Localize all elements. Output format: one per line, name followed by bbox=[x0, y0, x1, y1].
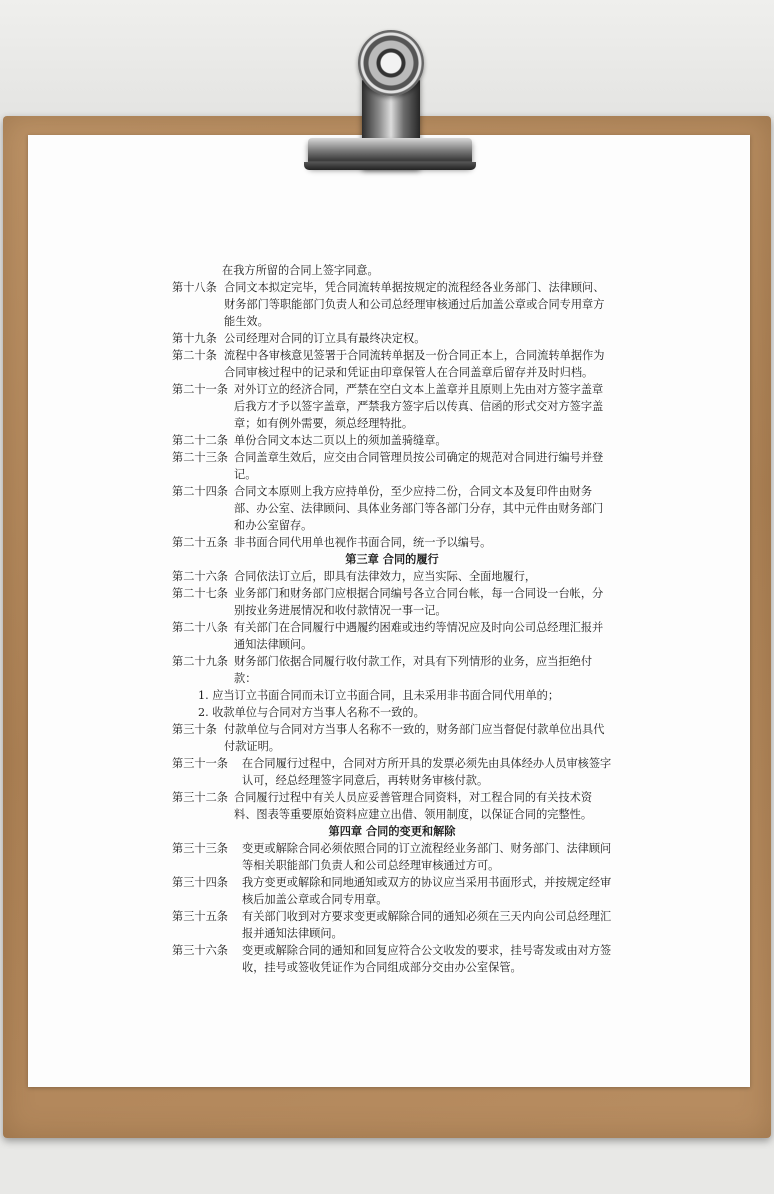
article-text: 有关部门在合同履行中遇履约困难或违约等情况应及时向公司总经理汇报并通知法律顾问。 bbox=[234, 621, 604, 651]
article-29 bbox=[172, 653, 612, 687]
article-text: 合同文本拟定完毕，凭合同流转单据按规定的流程经各业务部门、法律顾问、财务部门等职能部门负责人和公司总经理审核通过后加盖公章或合同专用章方能生效。 bbox=[224, 281, 605, 328]
list-item: 2. 收款单位与合同对方当事人名称不一致的。 bbox=[198, 706, 425, 719]
article-text: 财务部门依据合同履行收付款工作，对具有下列情形的业务，应当拒绝付款： bbox=[234, 655, 593, 685]
article-number: 第三十二条 bbox=[172, 791, 228, 804]
article-number: 第三十六条 bbox=[172, 944, 228, 957]
article-25 bbox=[172, 534, 612, 551]
article-number: 第十九条 bbox=[172, 332, 217, 345]
article-number: 第二十一条 bbox=[172, 383, 228, 396]
article-18 bbox=[172, 279, 612, 330]
article-19 bbox=[172, 330, 612, 347]
article-text: 单份合同文本达二页以上的须加盖骑缝章。 bbox=[234, 434, 447, 447]
article-text: 公司经理对合同的订立具有最终决定权。 bbox=[224, 332, 426, 345]
article-number: 第二十四条 bbox=[172, 485, 228, 498]
article-27 bbox=[172, 585, 612, 619]
article-text: 变更或解除合同必须依照合同的订立流程经业务部门、财务部门、法律顾问等相关职能部门负责人和公司总经理审核通过方可。 bbox=[242, 842, 612, 872]
article-32 bbox=[172, 789, 612, 823]
document-body bbox=[172, 262, 612, 976]
chapter-heading: 第四章 合同的变更和解除 bbox=[328, 824, 456, 838]
article-text: 对外订立的经济合同，严禁在空白文本上盖章并且原则上先由对方签字盖章后我方才予以签字盖章，严禁我方签字后以传真、信函的形式交对方签字盖章；如有例外需要，须总经理特批。 bbox=[234, 383, 604, 430]
article-number: 第十八条 bbox=[172, 281, 217, 294]
article-text: 合同盖章生效后，应交由合同管理员按公司确定的规范对合同进行编号并登记。 bbox=[234, 451, 604, 481]
article-text: 合同依法订立后，即具有法律效力，应当实际、全面地履行， bbox=[234, 570, 537, 583]
article-34 bbox=[172, 874, 612, 908]
article-number: 第三十三条 bbox=[172, 842, 228, 855]
binder-clip-icon bbox=[300, 28, 480, 178]
article-number: 第三十四条 bbox=[172, 876, 228, 889]
article-26 bbox=[172, 568, 612, 585]
article-33 bbox=[172, 840, 612, 874]
article-24 bbox=[172, 483, 612, 534]
article-number: 第三十五条 bbox=[172, 910, 228, 923]
article-20 bbox=[172, 347, 612, 381]
article-28 bbox=[172, 619, 612, 653]
article-text: 合同文本原则上我方应持单份，至少应持二份，合同文本及复印件由财务部、办公室、法律顾问、具体业务部门等各部门分存，其中元件由财务部门和办公室留存。 bbox=[234, 485, 604, 532]
article-text: 付款单位与合同对方当事人名称不一致的，财务部门应当督促付款单位出具代付款证明。 bbox=[224, 723, 605, 753]
article-text: 有关部门收到对方要求变更或解除合同的通知必须在三天内向公司总经理汇报并通知法律顾问。 bbox=[242, 910, 612, 940]
article-number: 第二十七条 bbox=[172, 587, 228, 600]
article-31 bbox=[172, 755, 612, 789]
article-36 bbox=[172, 942, 612, 976]
article-number: 第二十八条 bbox=[172, 621, 228, 634]
list-item: 1. 应当订立书面合同而未订立书面合同，且未采用非书面合同代用单的； bbox=[198, 689, 560, 702]
chapter-heading: 第三章 合同的履行 bbox=[345, 552, 439, 566]
article-text: 我方变更或解除和同地通知或双方的协议应当采用书面形式，并按规定经审核后加盖公章或合同专用章。 bbox=[242, 876, 612, 906]
article-number: 第二十二条 bbox=[172, 434, 228, 447]
article-text: 非书面合同代用单也视作书面合同，统一予以编号。 bbox=[234, 536, 492, 549]
article-text: 业务部门和财务部门应根据合同编号各立合同台帐，每一合同设一台帐，分别按业务进展情况和收付款情况一事一记。 bbox=[234, 587, 604, 617]
article-22 bbox=[172, 432, 612, 449]
article-number: 第二十九条 bbox=[172, 655, 228, 668]
article-23 bbox=[172, 449, 612, 483]
article-number: 第二十条 bbox=[172, 349, 217, 362]
article-35 bbox=[172, 908, 612, 942]
article-number: 第二十五条 bbox=[172, 536, 228, 549]
article-number: 第三十一条 bbox=[172, 757, 228, 770]
article-number: 第二十六条 bbox=[172, 570, 228, 583]
article-text: 在合同履行过程中，合同对方所开具的发票必须先由具体经办人员审核签字认可，经总经理签字同意后，再转财务审核付款。 bbox=[242, 757, 612, 787]
article-text: 流程中各审核意见签署于合同流转单据及一份合同正本上，合同流转单据作为合同审核过程中的记录和凭证由印章保管人在合同盖章后留存并及时归档。 bbox=[224, 349, 605, 379]
article-21 bbox=[172, 381, 612, 432]
article-text: 变更或解除合同的通知和回复应符合公文收发的要求，挂号寄发或由对方签收，挂号或签收凭证作为合同组成部分交由办公室保管。 bbox=[242, 944, 612, 974]
article-text: 合同履行过程中有关人员应妥善管理合同资料，对工程合同的有关技术资料、图表等重要原始资料应建立出借、领用制度，以保证合同的完整性。 bbox=[234, 791, 593, 821]
article-30 bbox=[172, 721, 612, 755]
text-line: 在我方所留的合同上签字同意。 bbox=[222, 264, 379, 277]
article-number: 第二十三条 bbox=[172, 451, 228, 464]
article-number: 第三十条 bbox=[172, 723, 217, 736]
